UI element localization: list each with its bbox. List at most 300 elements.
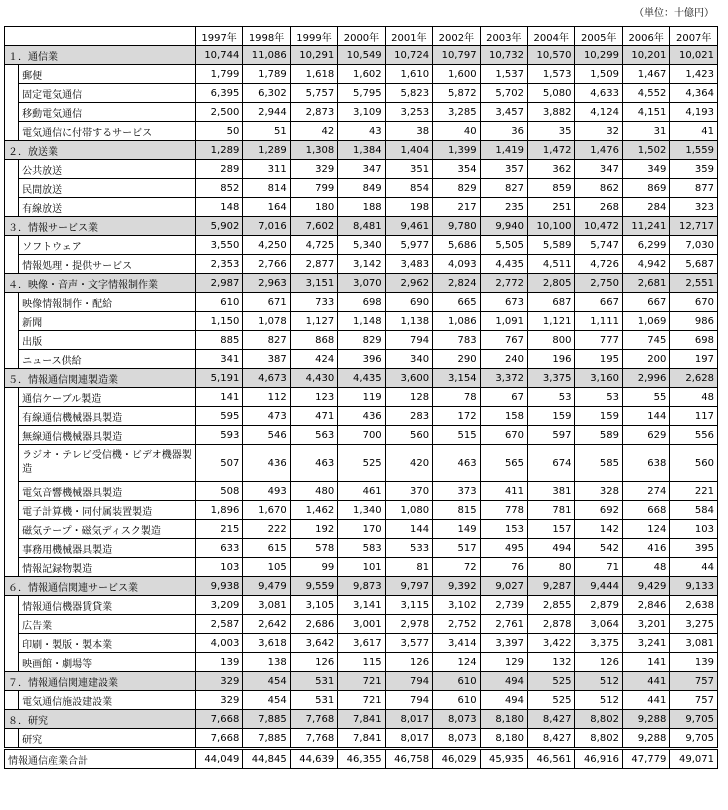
item-value: 436 [338,407,385,426]
category-row [5,46,718,65]
item-value: 215 [195,520,242,539]
category-value: 9,392 [433,577,480,596]
indent-cell [5,482,19,501]
item-value: 1,799 [195,65,242,84]
category-value: 10,201 [622,46,669,65]
item-value: 35 [528,122,575,141]
category-value: 329 [195,672,242,691]
item-value: 436 [243,445,290,482]
item-row [5,729,718,749]
item-value: 48 [670,388,718,407]
category-value: 2,824 [433,274,480,293]
item-row [5,482,718,501]
year-header: 2005年 [575,27,622,46]
category-value: 8,017 [385,710,432,729]
item-value: 8,427 [528,729,575,749]
item-value: 859 [528,179,575,198]
category-value: 12,717 [670,217,718,236]
item-value: 411 [480,482,527,501]
indent-cell [5,691,19,710]
item-value: 2,752 [433,615,480,634]
category-value: 7,885 [243,710,290,729]
item-value: 4,633 [575,84,622,103]
item-label: 電気通信施設建設業 [19,691,196,710]
category-label: ８．研究 [5,710,196,729]
total-value: 49,071 [670,749,718,769]
item-label: 広告業 [19,615,196,634]
item-value: 32 [575,122,622,141]
item-row [5,255,718,274]
item-value: 1,467 [622,65,669,84]
item-value: 3,105 [290,596,337,615]
item-label: 情報処理・提供サービス [19,255,196,274]
item-label: 電子計算機・同付属装置製造 [19,501,196,520]
item-value: 115 [338,653,385,672]
item-value: 1,423 [670,65,718,84]
item-value: 50 [195,122,242,141]
item-value: 815 [433,501,480,520]
total-label: 情報通信産業合計 [5,749,196,769]
item-value: 159 [575,407,622,426]
category-value: 11,086 [243,46,290,65]
category-value: 9,429 [622,577,669,596]
category-row [5,577,718,596]
indent-cell [5,255,19,274]
item-value: 3,577 [385,634,432,653]
item-value: 1,509 [575,65,622,84]
item-value: 560 [670,445,718,482]
item-value: 6,302 [243,84,290,103]
item-value: 124 [433,653,480,672]
item-value: 515 [433,426,480,445]
item-value: 3,550 [195,236,242,255]
indent-cell [5,198,19,217]
item-value: 5,589 [528,236,575,255]
category-value: 4,673 [243,369,290,388]
item-value: 584 [670,501,718,520]
item-value: 1,111 [575,312,622,331]
item-value: 2,878 [528,615,575,634]
item-row [5,520,718,539]
category-label: ６．情報通信関連サービス業 [5,577,196,596]
indent-cell [5,350,19,369]
category-label: １．通信業 [5,46,196,65]
item-value: 3,064 [575,615,622,634]
item-value: 494 [528,539,575,558]
item-value: 2,944 [243,103,290,122]
indent-cell [5,160,19,179]
indent-cell [5,236,19,255]
item-value: 687 [528,293,575,312]
item-row [5,653,718,672]
item-value: 3,081 [243,596,290,615]
item-value: 454 [243,691,290,710]
category-label: ７．情報通信関連建設業 [5,672,196,691]
item-value: 493 [243,482,290,501]
item-value: 1,138 [385,312,432,331]
item-value: 4,942 [622,255,669,274]
item-row [5,293,718,312]
item-value: 9,705 [670,729,718,749]
item-value: 721 [338,691,385,710]
item-value: 3,618 [243,634,290,653]
category-value: 9,133 [670,577,718,596]
item-value: 341 [195,350,242,369]
item-label: 研究 [19,729,196,749]
item-value: 531 [290,691,337,710]
item-label: 固定電気通信 [19,84,196,103]
item-value: 615 [243,539,290,558]
item-value: 1,069 [622,312,669,331]
item-value: 221 [670,482,718,501]
item-row [5,426,718,445]
category-value: 9,559 [290,577,337,596]
item-value: 222 [243,520,290,539]
item-value: 99 [290,558,337,577]
category-value: 531 [290,672,337,691]
item-value: 597 [528,426,575,445]
item-label: 映像情報制作・配給 [19,293,196,312]
item-value: 395 [670,539,718,558]
item-value: 359 [670,160,718,179]
category-value: 5,902 [195,217,242,236]
item-row [5,388,718,407]
item-row [5,331,718,350]
item-value: 126 [575,653,622,672]
category-value: 3,160 [575,369,622,388]
item-value: 323 [670,198,718,217]
category-value: 8,427 [528,710,575,729]
category-value: 9,940 [480,217,527,236]
indent-cell [5,388,19,407]
item-value: 198 [385,198,432,217]
item-value: 593 [195,426,242,445]
category-label: ５．情報通信関連製造業 [5,369,196,388]
item-value: 7,885 [243,729,290,749]
item-value: 2,877 [290,255,337,274]
item-value: 274 [622,482,669,501]
item-value: 671 [243,293,290,312]
item-value: 733 [290,293,337,312]
category-value: 3,070 [338,274,385,293]
category-value: 7,668 [195,710,242,729]
item-value: 868 [290,331,337,350]
item-row [5,84,718,103]
item-row [5,558,718,577]
item-value: 1,789 [243,65,290,84]
item-value: 381 [528,482,575,501]
item-value: 48 [622,558,669,577]
total-row [5,749,718,769]
unit-label: （単位：十億円） [634,8,714,19]
category-label: ３．情報サービス業 [5,217,196,236]
item-value: 4,364 [670,84,718,103]
category-value: 10,291 [290,46,337,65]
item-value: 578 [290,539,337,558]
item-value: 2,500 [195,103,242,122]
item-label: 情報記録物製造 [19,558,196,577]
item-value: 1,086 [433,312,480,331]
total-value: 44,845 [243,749,290,769]
indent-cell [5,407,19,426]
category-value: 10,724 [385,46,432,65]
item-value: 3,241 [622,634,669,653]
item-value: 3,422 [528,634,575,653]
item-row [5,539,718,558]
item-value: 700 [338,426,385,445]
indent-cell [5,634,19,653]
item-value: 128 [385,388,432,407]
item-value: 139 [670,653,718,672]
item-value: 3,483 [385,255,432,274]
indent-cell [5,596,19,615]
item-value: 986 [670,312,718,331]
item-label: 磁気テープ・磁気ディスク製造 [19,520,196,539]
total-value: 46,916 [575,749,622,769]
item-value: 43 [338,122,385,141]
item-value: 7,030 [670,236,718,255]
total-value: 46,355 [338,749,385,769]
item-value: 5,702 [480,84,527,103]
category-value: 8,802 [575,710,622,729]
item-value: 1,121 [528,312,575,331]
item-value: 7,668 [195,729,242,749]
year-header: 2001年 [385,27,432,46]
category-value: 9,780 [433,217,480,236]
item-value: 38 [385,122,432,141]
item-value: 794 [385,331,432,350]
item-value: 103 [670,520,718,539]
item-value: 638 [622,445,669,482]
item-value: 4,151 [622,103,669,122]
category-value: 9,461 [385,217,432,236]
category-value: 9,873 [338,577,385,596]
indent-cell [5,615,19,634]
item-value: 885 [195,331,242,350]
item-value: 781 [528,501,575,520]
item-value: 463 [433,445,480,482]
item-value: 424 [290,350,337,369]
item-value: 284 [622,198,669,217]
category-value: 441 [622,672,669,691]
item-value: 2,855 [528,596,575,615]
category-value: 1,476 [575,141,622,160]
category-value: 2,987 [195,274,242,293]
item-value: 441 [622,691,669,710]
item-value: 1,148 [338,312,385,331]
item-value: 357 [480,160,527,179]
item-value: 105 [243,558,290,577]
item-value: 42 [290,122,337,141]
item-value: 480 [290,482,337,501]
item-value: 373 [433,482,480,501]
item-value: 1,091 [480,312,527,331]
item-value: 585 [575,445,622,482]
year-header: 2004年 [528,27,575,46]
item-value: 3,102 [433,596,480,615]
item-value: 196 [528,350,575,369]
item-value: 525 [338,445,385,482]
indent-cell [5,558,19,577]
item-value: 799 [290,179,337,198]
category-value: 4,435 [338,369,385,388]
item-value: 4,093 [433,255,480,274]
category-value: 1,472 [528,141,575,160]
item-value: 180 [290,198,337,217]
item-value: 508 [195,482,242,501]
category-value: 7,602 [290,217,337,236]
item-value: 827 [243,331,290,350]
item-value: 347 [575,160,622,179]
category-value: 10,570 [528,46,575,65]
item-value: 3,457 [480,103,527,122]
item-value: 583 [338,539,385,558]
item-value: 698 [670,331,718,350]
item-value: 1,462 [290,501,337,520]
item-value: 877 [670,179,718,198]
year-header: 1999年 [290,27,337,46]
item-value: 197 [670,350,718,369]
item-value: 347 [338,160,385,179]
item-value: 4,511 [528,255,575,274]
item-label: 電気音響機械器具製造 [19,482,196,501]
item-value: 4,725 [290,236,337,255]
item-value: 2,846 [622,596,669,615]
item-value: 119 [338,388,385,407]
item-value: 757 [670,691,718,710]
category-value: 2,996 [622,369,669,388]
category-label: ２．放送業 [5,141,196,160]
item-value: 667 [575,293,622,312]
item-value: 589 [575,426,622,445]
category-value: 794 [385,672,432,691]
item-value: 311 [243,160,290,179]
indent-cell [5,331,19,350]
item-value: 778 [480,501,527,520]
item-row [5,103,718,122]
item-value: 416 [622,539,669,558]
category-value: 1,289 [243,141,290,160]
item-label: 新聞 [19,312,196,331]
item-value: 149 [433,520,480,539]
item-value: 461 [338,482,385,501]
indent-cell [5,84,19,103]
indent-cell [5,539,19,558]
item-value: 170 [338,520,385,539]
item-value: 117 [670,407,718,426]
category-value: 7,016 [243,217,290,236]
item-value: 1,600 [433,65,480,84]
item-value: 41 [670,122,718,141]
item-row [5,596,718,615]
item-value: 3,201 [622,615,669,634]
year-header: 2007年 [670,27,718,46]
item-value: 4,124 [575,103,622,122]
item-label: 出版 [19,331,196,350]
category-row [5,710,718,729]
category-row [5,672,718,691]
item-value: 195 [575,350,622,369]
item-value: 3,397 [480,634,527,653]
category-value: 10,100 [528,217,575,236]
category-value: 2,963 [243,274,290,293]
item-value: 144 [622,407,669,426]
item-value: 268 [575,198,622,217]
item-value: 159 [528,407,575,426]
indent-cell [5,653,19,672]
item-value: 3,253 [385,103,432,122]
item-value: 124 [622,520,669,539]
item-row [5,634,718,653]
item-value: 542 [575,539,622,558]
item-value: 690 [385,293,432,312]
item-value: 3,275 [670,615,718,634]
item-value: 673 [480,293,527,312]
category-row [5,141,718,160]
item-label: ソフトウェア [19,236,196,255]
item-value: 351 [385,160,432,179]
total-value: 46,758 [385,749,432,769]
item-label: 情報通信機器賃貸業 [19,596,196,615]
item-value: 188 [338,198,385,217]
item-value: 3,115 [385,596,432,615]
indent-cell [5,293,19,312]
category-value: 2,772 [480,274,527,293]
item-value: 80 [528,558,575,577]
item-value: 328 [575,482,622,501]
item-value: 51 [243,122,290,141]
item-value: 668 [622,501,669,520]
year-header: 2003年 [480,27,527,46]
item-value: 852 [195,179,242,198]
item-value: 5,872 [433,84,480,103]
item-value: 2,761 [480,615,527,634]
category-value: 1,559 [670,141,718,160]
industry-table [4,26,718,769]
item-value: 5,340 [338,236,385,255]
item-value: 5,977 [385,236,432,255]
category-value: 9,027 [480,577,527,596]
item-value: 2,879 [575,596,622,615]
item-value: 473 [243,407,290,426]
item-value: 800 [528,331,575,350]
item-row [5,350,718,369]
item-value: 144 [385,520,432,539]
year-header: 2000年 [338,27,385,46]
item-label: ニュース供給 [19,350,196,369]
item-value: 3,285 [433,103,480,122]
item-value: 767 [480,331,527,350]
item-value: 2,638 [670,596,718,615]
item-value: 72 [433,558,480,577]
category-value: 3,372 [480,369,527,388]
category-row [5,217,718,236]
item-value: 3,617 [338,634,385,653]
item-value: 81 [385,558,432,577]
item-value: 1,340 [338,501,385,520]
item-row [5,122,718,141]
item-value: 1,150 [195,312,242,331]
category-value: 10,021 [670,46,718,65]
item-value: 2,873 [290,103,337,122]
item-value: 103 [195,558,242,577]
item-row [5,615,718,634]
item-label: 民間放送 [19,179,196,198]
item-value: 629 [622,426,669,445]
category-value: 4,430 [290,369,337,388]
item-value: 5,757 [290,84,337,103]
item-value: 340 [385,350,432,369]
